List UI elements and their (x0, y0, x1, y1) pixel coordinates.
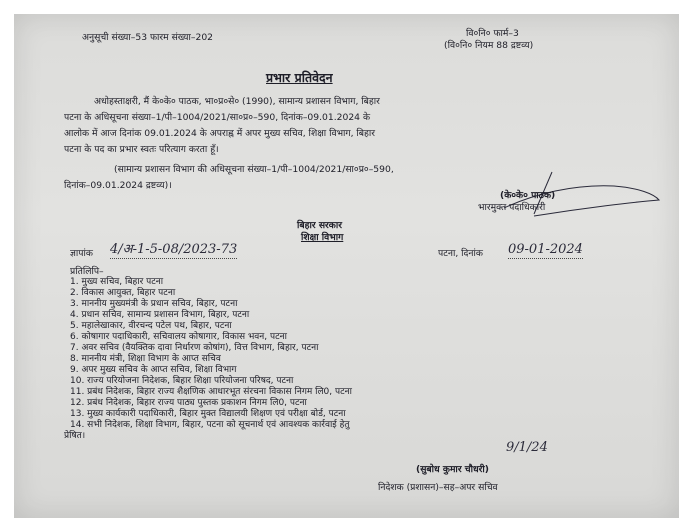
list-item: 11. प्रबंध निदेशक, बिहार राज्य शैक्षणिक आधारभूत संरचना विकास निगम लि0, पटना (70, 387, 352, 397)
list-item: 14. सभी निदेशक, शिक्षा विभाग, बिहार, पटना को सूचनार्थ एवं आवश्यक कार्रवाई हेतु (70, 420, 350, 430)
signatory-2-name: (सुबोध कुमार चौधरी) (416, 464, 489, 475)
signatory-1-role: भारमुक्त पदाधिकारी (478, 202, 546, 213)
signatory-1-name: (के०के० पाठक) (500, 190, 556, 201)
list-tail: प्रेषित। (64, 431, 86, 441)
reference-line-2: दिनांक–09.01.2024 द्रष्टव्य)। (64, 180, 172, 191)
place-date-label: पटना, दिनांक (438, 248, 483, 259)
list-item: 1. मुख्य सचिव, बिहार पटना (70, 277, 164, 287)
list-item: 4. प्रधान सचिव, सामान्य प्रशासन विभाग, बिहार, पटना (70, 310, 250, 320)
signatory-2-role: निदेशक (प्रशासन)–सह–अपर सचिव (378, 482, 498, 493)
list-item: 6. कोषागार पदाधिकारी, सचिवालय कोषागार, विकास भवन, पटना (70, 332, 287, 342)
department-name: शिक्षा विभाग (301, 232, 344, 243)
list-item: 13. मुख्य कार्यकारी पदाधिकारी, बिहार मुक्त विद्यालयी शिक्षण एवं परीक्षा बोर्ड, पटना (70, 409, 346, 419)
body-line-3: आलोक में आज दिनांक 09.01.2024 के अपराह्न में अपर मुख्य सचिव, शिक्षा विभाग, बिहार (64, 128, 376, 139)
copy-label: प्रतिलिपि– (70, 266, 104, 277)
reference-line-1: (सामान्य प्रशासन विभाग की अधिसूचना संख्या–1/पी–1004/2021/सा०प्र०–590, (114, 164, 394, 175)
document-page (14, 14, 679, 518)
initials-signature: 9/1/24 (506, 440, 548, 455)
memo-date: 09-01-2024 (508, 242, 583, 257)
list-item: 3. माननीय मुख्यमंत्री के प्रधान सचिव, बिहार, पटना (70, 299, 238, 309)
government-name: बिहार सरकार (297, 220, 343, 231)
list-item: 9. अपर मुख्य सचिव के आप्त सचिव, शिक्षा विभाग (70, 365, 237, 375)
signature-mark (464, 164, 674, 226)
list-item: 10. राज्य परियोजना निदेशक, बिहार शिक्षा परियोजना परिषद, पटना (70, 376, 294, 386)
list-item: 8. माननीय मंत्री, शिक्षा विभाग के आप्त सचिव (70, 354, 221, 364)
rule-reference: (वि०नि० नियम 88 द्रष्टव्य) (444, 40, 534, 51)
list-item: 2. विकास आयुक्त, बिहार पटना (70, 288, 176, 298)
list-item: 7. अवर सचिव (वैयक्तिक दावा निर्धारण कोषांग), वित्त विभाग, बिहार, पटना (70, 343, 319, 353)
body-line-1: अधोहस्ताक्षरी, मैं के०के० पाठक, भा०प्र०से० (1990), सामान्य प्रशासन विभाग, बिहार (94, 96, 380, 107)
memo-number: 4/अ-1-5-08/2023-73 (110, 242, 238, 257)
body-line-2: पटना के अधिसूचना संख्या–1/पी–1004/2021/सा०प्र०–590, दिनांक–09.01.2024 के (64, 112, 371, 123)
list-item: 12. प्रबंध निदेशक, बिहार राज्य पाठ्य पुस्तक प्रकाशन निगम लि0, पटना (70, 398, 307, 408)
schedule-number: अनुसूची संख्या–53 फारम संख्या–202 (82, 32, 214, 43)
list-item: 5. महालेखाकार, वीरचन्द पटेल पथ, बिहार, पटना (70, 321, 232, 331)
form-number: वि०नि० फार्म–3 (466, 28, 519, 39)
document-title: प्रभार प्रतिवेदन (266, 70, 333, 85)
body-line-4: पटना के पद का प्रभार स्वतः परित्याग करता हूँ। (64, 144, 219, 155)
memo-label: ज्ञापांक (70, 248, 93, 259)
